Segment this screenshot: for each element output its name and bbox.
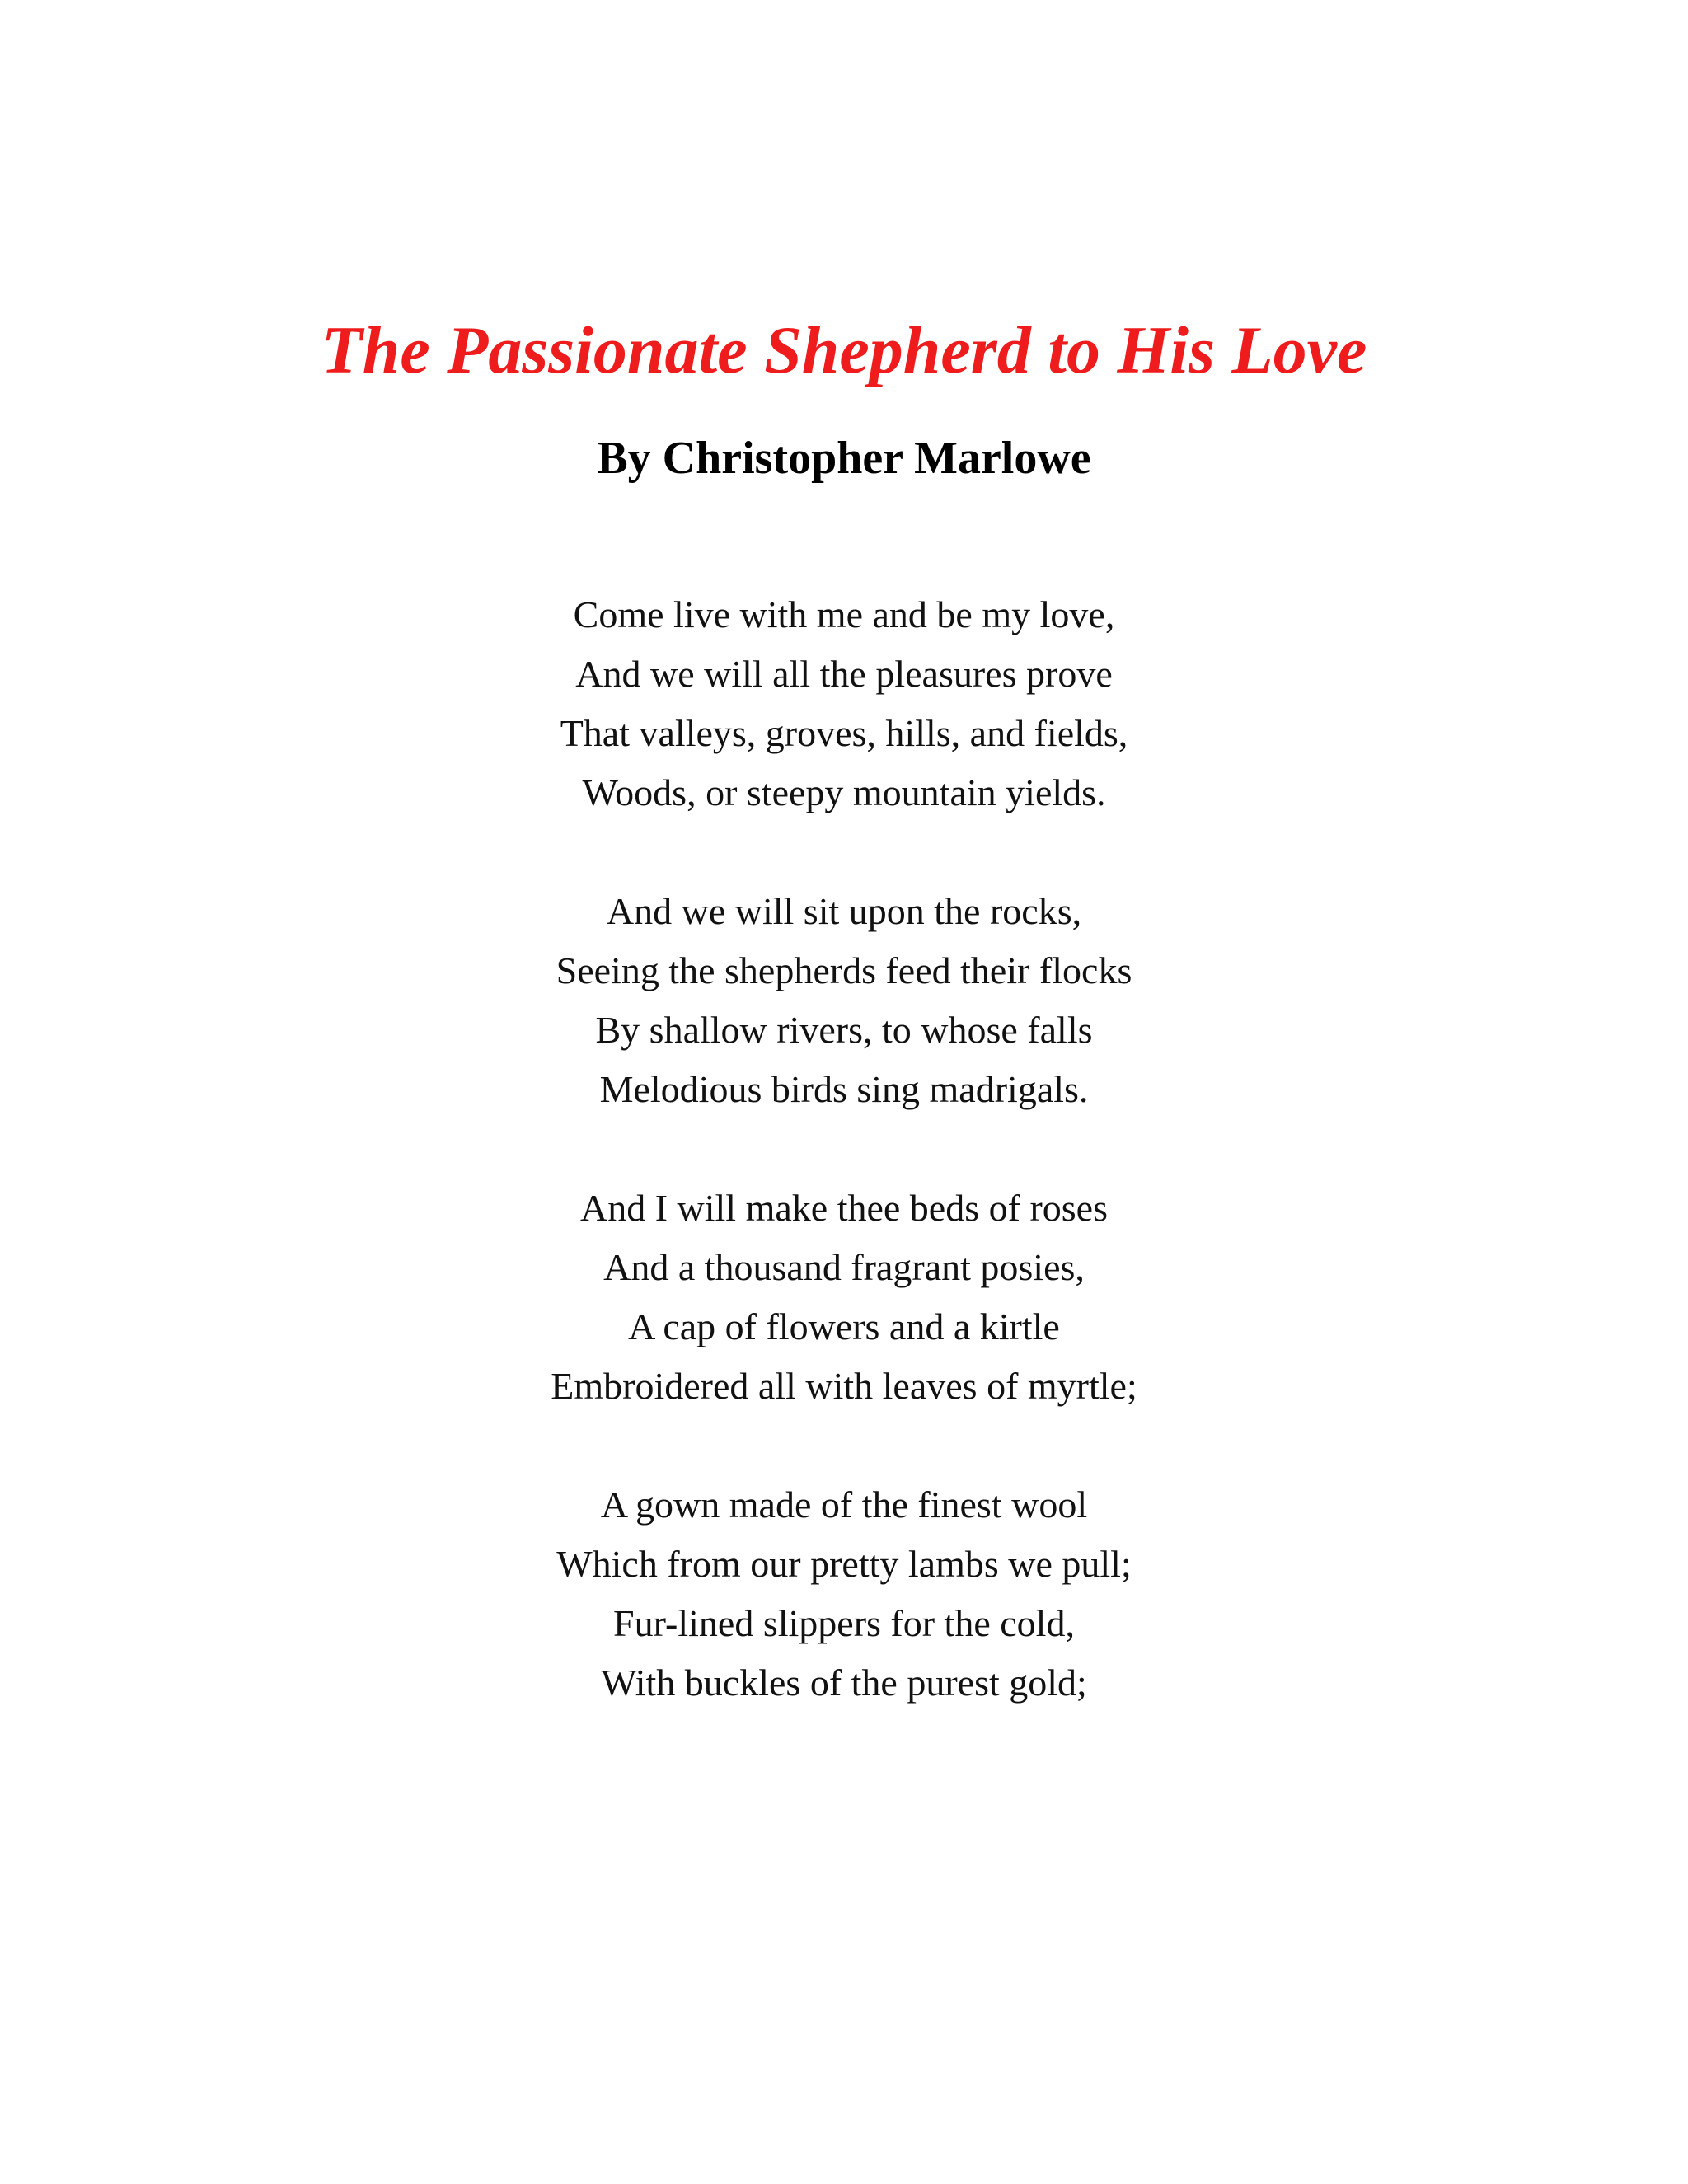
- stanza-4: [0, 1475, 1688, 1713]
- poem-title: The Passionate Shepherd to His Love: [321, 312, 1367, 387]
- poem-line: A gown made of the finest wool: [600, 1483, 1088, 1526]
- poem-line: Seeing the shepherds feed their flocks: [556, 949, 1132, 991]
- poem-line: Come live with me and be my love,: [573, 593, 1115, 635]
- poem-line: By shallow rivers, to whose falls: [595, 1009, 1093, 1051]
- stanza-3: [0, 1179, 1688, 1416]
- poem-line: And we will sit upon the rocks,: [606, 890, 1082, 932]
- stanza-2: [0, 882, 1688, 1119]
- poem-line: And we will all the pleasures prove: [575, 653, 1113, 695]
- poem-line: With buckles of the purest gold;: [601, 1661, 1087, 1704]
- poem-author-byline: By Christopher Marlowe: [597, 433, 1091, 484]
- poem-line: Melodious birds sing madrigals.: [599, 1068, 1089, 1110]
- poem-line: Woods, or steepy mountain yields.: [582, 771, 1106, 813]
- poem-line: Fur-lined slippers for the cold,: [613, 1602, 1075, 1644]
- poem-body: [0, 585, 1688, 1772]
- poem-line: And I will make thee beds of roses: [579, 1187, 1108, 1229]
- poem-line: That valleys, groves, hills, and fields,: [560, 712, 1128, 754]
- poem-line: Embroidered all with leaves of myrtle;: [551, 1365, 1137, 1407]
- poem-line: And a thousand fragrant posies,: [603, 1246, 1085, 1288]
- poem-line: A cap of flowers and a kirtle: [628, 1305, 1060, 1347]
- poem-line: Which from our pretty lambs we pull;: [556, 1543, 1132, 1585]
- stanza-1: [0, 585, 1688, 823]
